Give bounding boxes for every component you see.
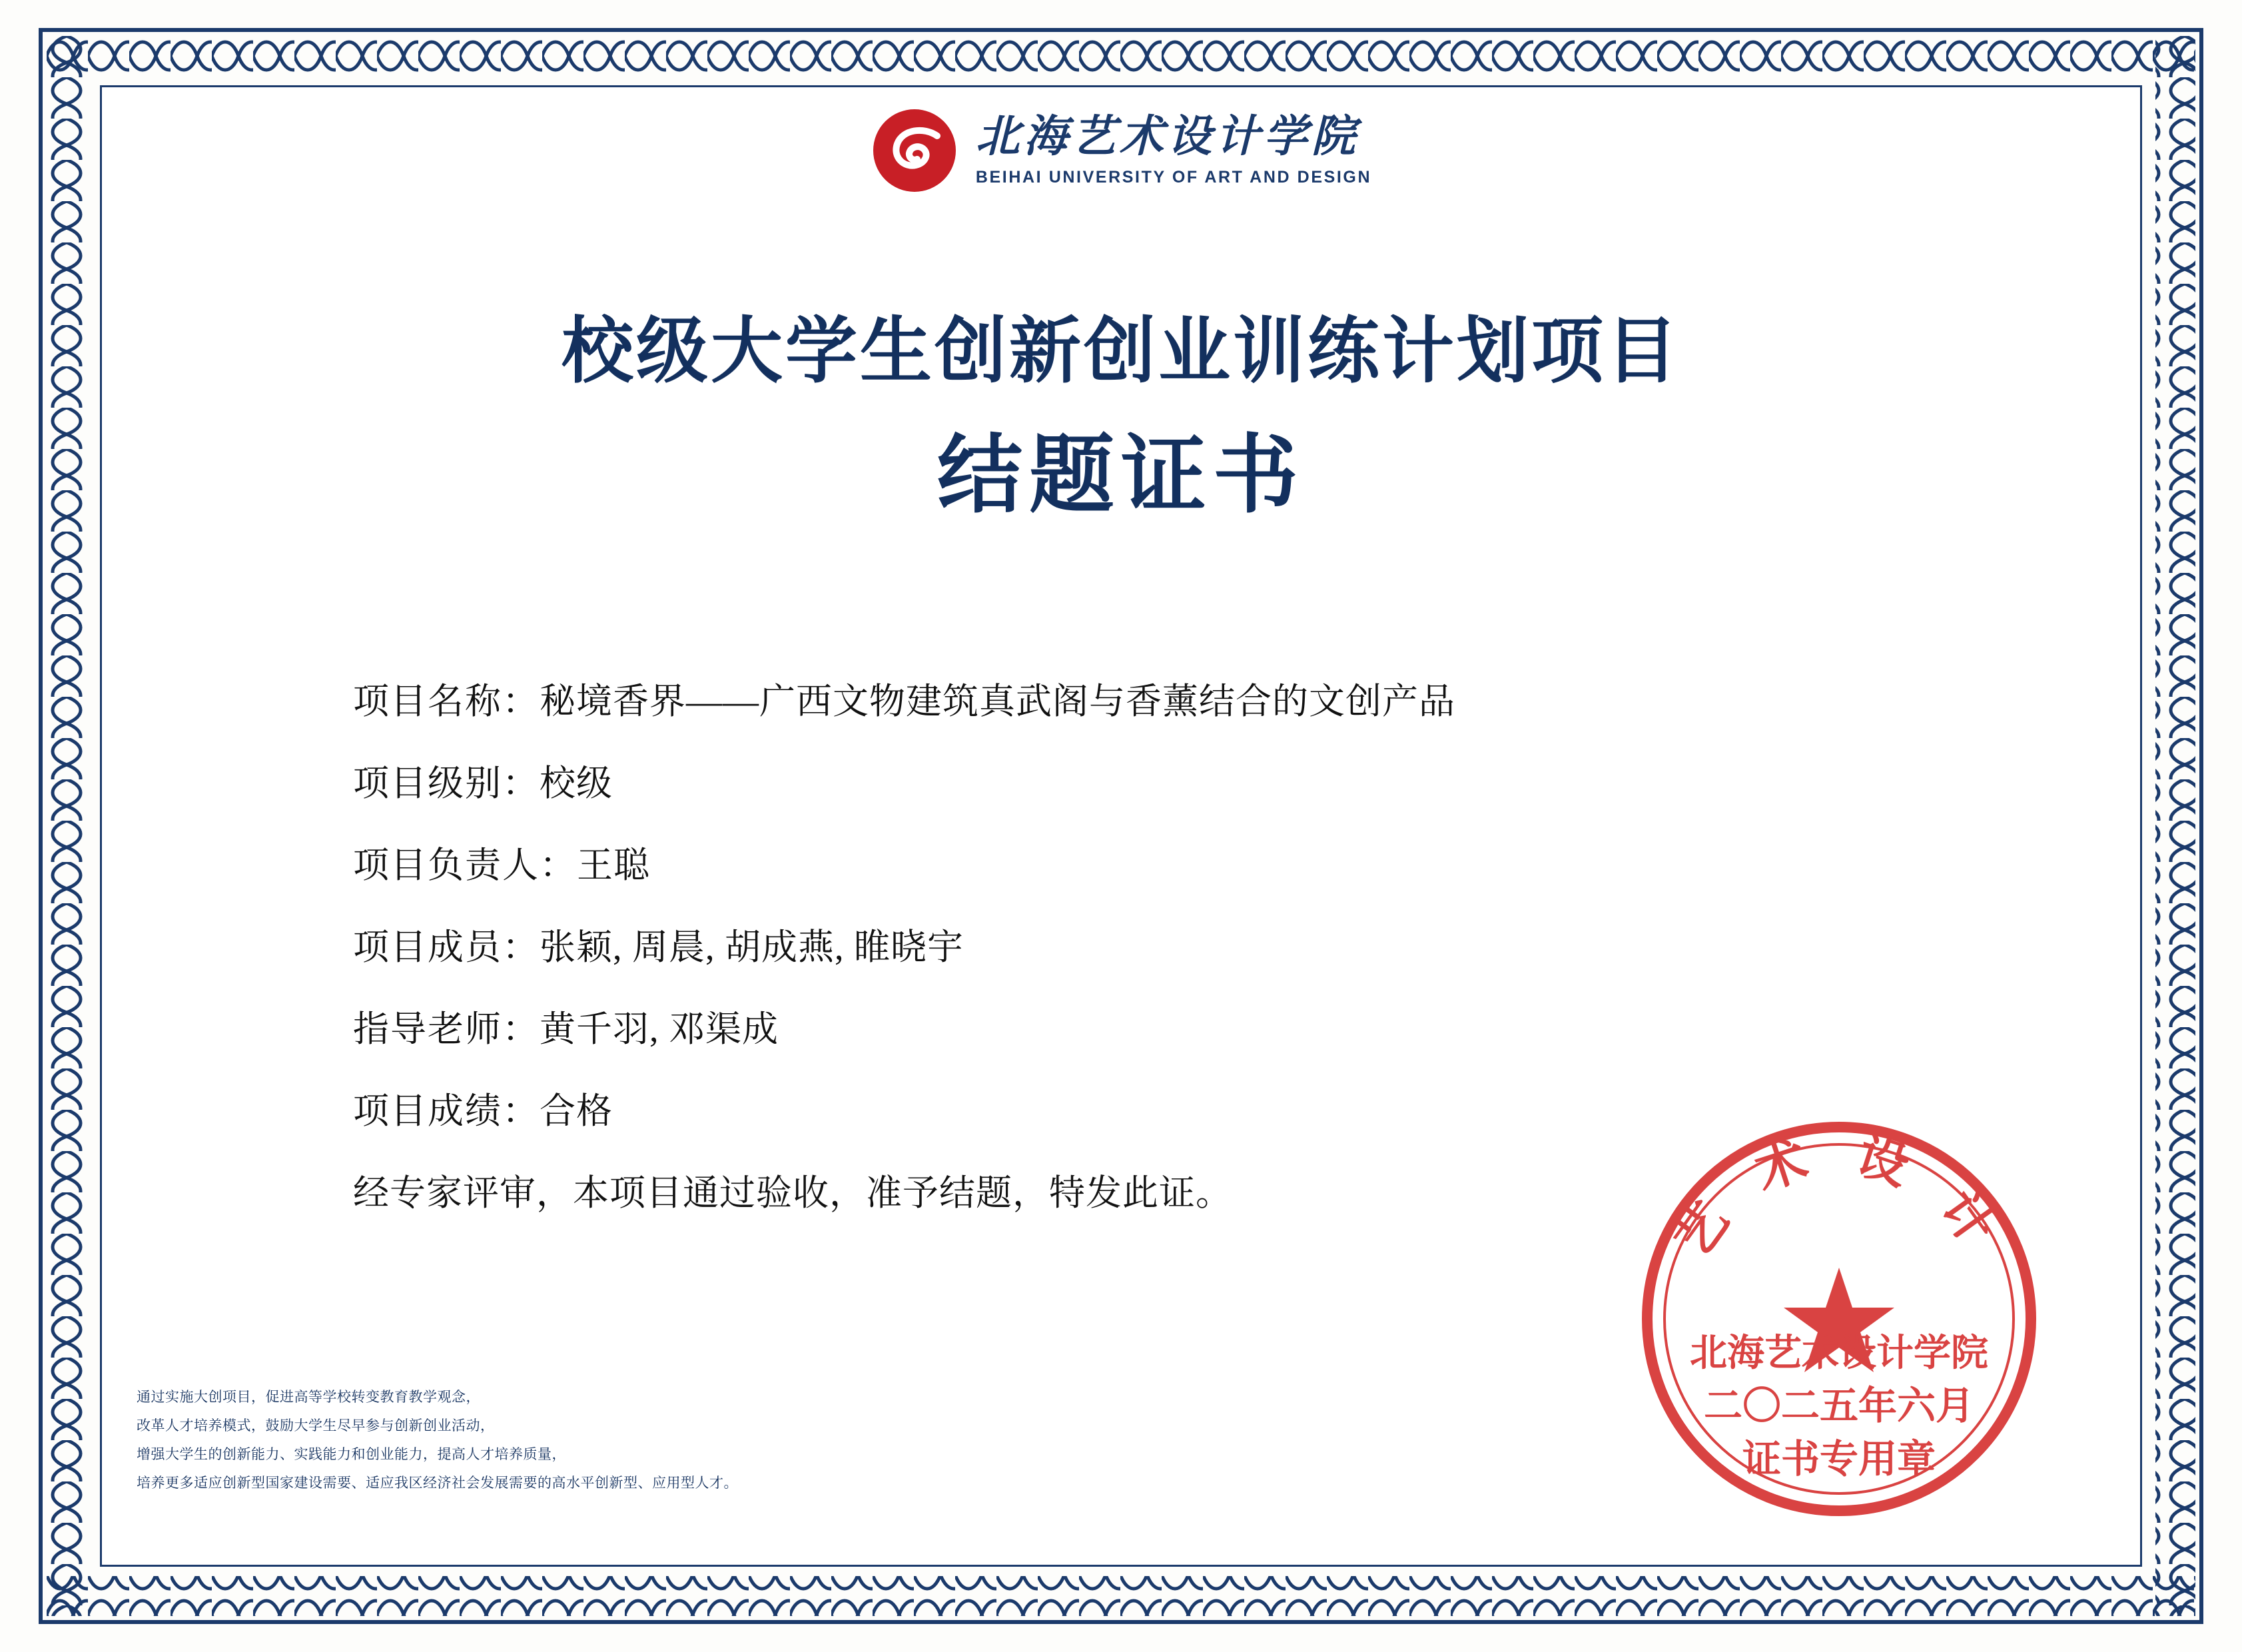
field-value: 王聪 — [577, 845, 650, 885]
svg-text:艺 术 设 计 — [1665, 1127, 2013, 1266]
field-label: 项目级别： — [353, 763, 540, 803]
field-value: 张颖, 周晨, 胡成燕, 睢晓宇 — [540, 927, 964, 967]
seal-line-2: 二〇二五年六月 — [1703, 1384, 1975, 1428]
seal-line-1: 北海艺术设计学院 — [1690, 1333, 1988, 1374]
field-value: 黄千羽, 邓渠成 — [540, 1009, 779, 1049]
field-label: 项目负责人： — [353, 845, 577, 885]
field-row-advisors — [353, 1001, 2042, 1052]
field-row-project-level — [353, 755, 2042, 806]
field-row-project-members — [353, 919, 2042, 970]
field-value: 秘境香界——广西文物建筑真武阁与香薰结合的文创产品 — [540, 681, 1455, 721]
logo-english-name: BEIHAI UNIVERSITY OF ART AND DESIGN — [975, 168, 1372, 187]
footnote-line-3: 增强大学生的创新能力、实践能力和创业能力，提高人才培养质量， — [137, 1446, 566, 1462]
logo-chinese-name: 北海艺术设计学院 — [975, 112, 1359, 161]
field-value: 校级 — [540, 763, 613, 803]
field-label: 项目名称： — [353, 681, 540, 721]
official-seal — [1636, 1116, 2042, 1522]
field-row-project-name — [353, 673, 2042, 724]
institution-logo — [0, 107, 2242, 195]
certificate-title-sub: 结题证书 — [936, 428, 1305, 523]
seal-line-3: 证书专用章 — [1742, 1438, 1936, 1481]
field-value: 合格 — [540, 1091, 613, 1131]
field-label: 项目成绩： — [353, 1091, 540, 1131]
certificate-title-main: 校级大学生创新创业训练计划项目 — [561, 312, 1681, 392]
seal-arc-text: 艺 术 设 计 — [1665, 1127, 2014, 1267]
field-label: 指导老师： — [353, 1009, 540, 1049]
spiral-wave-logo-icon — [871, 107, 958, 195]
footnote-line-2: 改革人才培养模式，鼓励大学生尽早参与创新创业活动， — [137, 1417, 495, 1434]
footnote-line-1: 通过实施大创项目，促进高等学校转变教育教学观念， — [137, 1388, 480, 1405]
field-label: 项目成员： — [353, 927, 540, 967]
certificate-statement: 经专家评审，本项目通过验收，准予结题，特发此证。 — [353, 1173, 1232, 1213]
footnote-line-4: 培养更多适应创新型国家建设需要、适应我区经济社会发展需要的高水平创新型、应用型人才。 — [137, 1474, 738, 1491]
field-row-project-leader — [353, 837, 2042, 888]
footnote-block — [137, 1383, 738, 1497]
